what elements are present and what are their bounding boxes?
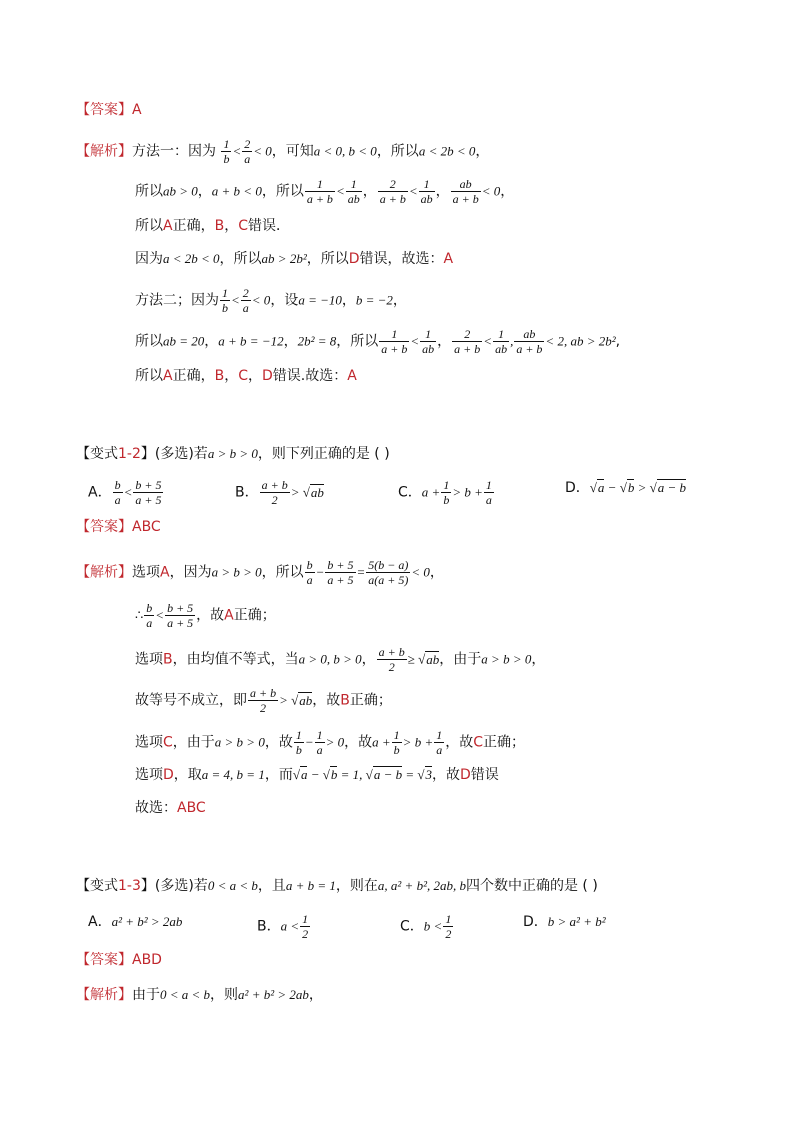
text: ，则下列正确的是 ( ): [257, 446, 390, 462]
option-ref: D: [261, 368, 273, 384]
text: 选项: [135, 651, 163, 668]
option-c: C．a + $\frac{1}{b}$ > b + $\frac{1}{a}$: [398, 478, 492, 507]
analysis-line-2: 所以ab > 0，a + b < 0，所以 $\frac{1}{a + b}$ < $\frac{1}{ab}$ ， $\frac{2}{a + b}$ < $\frac{1}{ab}$ ， $\frac{ab}{a + b}$ < 0，: [135, 177, 515, 206]
analysis-2-line-5: 选项C，由于a > b > 0，故 $\frac{1}{b}$ − $\frac{1}{a}$ > 0，故a + $\frac{1}{b}$ > b + $\frac{1}{a}$ ，故C正确；: [135, 728, 525, 757]
text: 错误: [470, 767, 499, 783]
option-d: D．√a − √b > √a − b: [565, 480, 687, 496]
text: ，则在: [335, 878, 378, 894]
text: 四个数中正确的是 ( ): [465, 878, 598, 894]
option-label: B．: [235, 484, 259, 501]
analysis-2-line-3: 选项B，由均值不等式，当a > 0, b > 0， $\frac{a + b}{2}$ ≥ √ab，由于a > b > 0，: [135, 645, 546, 674]
option-b: B． $\frac{a + b}{2}$ > √ab: [235, 478, 324, 507]
formula: ab > 0: [163, 183, 198, 199]
option-label: A．: [88, 914, 112, 930]
text: ，: [224, 218, 239, 234]
option-ref: B: [214, 368, 225, 384]
text: 所以: [135, 368, 163, 384]
answer-value: A: [132, 102, 142, 118]
formula: 2b² = 8: [297, 333, 337, 349]
analysis-2-line-7: [135, 798, 206, 818]
formula: ab > 2b²: [261, 251, 307, 266]
final-answer: A: [443, 251, 454, 267]
option-ref: B: [163, 651, 173, 668]
option-label: B．: [257, 918, 281, 935]
analysis-line-5: 方法二；因为 $\frac{1}{b}$ < $\frac{2}{a}$ < 0，设a = −10，b = −2，: [135, 286, 407, 315]
option-ref: C: [473, 734, 483, 751]
answer-line-1: [76, 100, 142, 120]
text: 正确；: [483, 734, 525, 751]
text: ，所以: [219, 251, 262, 267]
text: ，所以: [376, 143, 419, 160]
text: ，: [308, 987, 323, 1003]
formula: b = −2: [355, 292, 393, 308]
text: ，所以: [261, 564, 304, 581]
text: ，故: [432, 767, 461, 783]
text: 】(多选)若: [140, 878, 208, 894]
text: ，所以: [306, 251, 349, 267]
analysis-2-line-2: ∴ $\frac{b}{a}$ < $\frac{b + 5}{a + 5}$ ，故A正确；: [135, 601, 276, 630]
text: ，则: [210, 987, 239, 1003]
analysis-2-line-1: 【解析】选项A，因为a > b > 0，所以 $\frac{b}{a}$ − $\frac{b + 5}{a + 5}$ = $\frac{5(b - a)}{a(a + 5)}$ < 0，: [76, 558, 444, 587]
option-ref: B: [214, 218, 225, 234]
answer-value: ABC: [132, 519, 161, 535]
question-number: 1-3: [118, 878, 141, 894]
text: ，故: [196, 607, 225, 624]
analysis-tag: 【解析】: [76, 143, 132, 160]
option-label: C．: [400, 918, 424, 935]
text: ，所以: [336, 333, 379, 350]
answer-tag: 【答案】: [76, 519, 132, 535]
text: ，由于: [172, 734, 215, 751]
option-a: A．a² + b² > 2ab: [88, 914, 183, 930]
text: 故等号不成立，即: [135, 692, 247, 709]
analysis-line-6: 所以ab = 20，a + b = −12，2b² = 8，所以 $\frac{1}{a + b}$ < $\frac{1}{ab}$ ， $\frac{2}{a + b}$ < $\frac{1}{ab}$ , $\frac{ab}{a + b}$ < 2, ab > 2b²,: [135, 327, 621, 356]
text: ，可知: [271, 143, 314, 160]
final-answer: A: [347, 368, 357, 384]
analysis-tag: 【解析】: [76, 987, 132, 1003]
formula: ab = 20: [163, 333, 205, 349]
analysis-2-line-4: 故等号不成立，即 $\frac{a + b}{2}$ > √ab，故B正确；: [135, 686, 392, 715]
analysis-line-4: [135, 249, 453, 269]
text: ，所以: [261, 183, 304, 200]
text: ，而: [264, 767, 293, 783]
formula: $\frac{2}{a + b}$: [379, 177, 406, 206]
text: ，故: [344, 734, 373, 751]
text: ，设: [270, 292, 299, 309]
text: ，由均值不等式，当: [172, 651, 299, 668]
text: 因为: [135, 251, 163, 267]
text: ，故: [264, 734, 293, 751]
question-number: 1-2: [118, 446, 141, 462]
formula: $\frac{1}{b}$: [223, 137, 230, 166]
analysis-line-3: [135, 216, 290, 236]
answer-line-2: [76, 517, 161, 537]
option-d: D．b > a² + b²: [523, 914, 606, 930]
option-c: C．b < $\frac{1}{2}$: [400, 912, 452, 941]
option-ref: A: [163, 368, 173, 384]
option-ref: A: [163, 218, 173, 234]
analysis-line-1: 【解析】方法一：因为 $\frac{1}{b}$ < $\frac{2}{a}$ < 0，可知a < 0, b < 0，所以a < 2b < 0，: [76, 137, 490, 166]
option-ref: B: [340, 692, 350, 709]
option-ref: C: [238, 368, 248, 384]
text: 正确，: [172, 218, 215, 234]
text: 正确；: [233, 607, 276, 624]
formula: $\frac{2}{a}$: [244, 137, 251, 166]
option-label: D．: [523, 914, 548, 930]
text: 【变式: [76, 878, 118, 894]
option-label: A．: [88, 484, 112, 501]
formula: $\frac{ab}{a + b}$: [452, 177, 479, 206]
analysis-2-line-6: 选项D，取a = 4, b = 1，而√a − √b = 1, √a − b = √3，故D错误: [135, 767, 499, 783]
text: 选项: [135, 767, 163, 783]
text: 选项: [135, 734, 163, 751]
text: ，取: [173, 767, 202, 783]
formula: $\frac{1}{a + b}$: [381, 327, 408, 356]
answer-tag: 【答案】: [76, 952, 132, 968]
formula: $\frac{1}{b}$: [222, 286, 228, 315]
text: 方法一：因为: [132, 143, 216, 160]
text: 】(多选)若: [140, 446, 208, 462]
formula: a < 2b < 0: [163, 251, 220, 266]
option-ref: D: [163, 767, 174, 783]
text: 错误.故选：: [272, 368, 348, 384]
formula: a + b < 0: [211, 183, 262, 199]
answer-tag: 【答案】: [76, 102, 132, 118]
text: 错误．: [247, 218, 290, 234]
formula: $\frac{1}{a + b}$: [306, 177, 333, 206]
option-label: D．: [565, 480, 590, 496]
option-b: B．a < $\frac{1}{2}$: [257, 912, 309, 941]
option-ref: D: [348, 251, 360, 267]
text: 所以: [135, 218, 163, 234]
option-ref: C: [238, 218, 248, 234]
formula: a > b > 0: [207, 446, 258, 461]
formula: $\frac{2}{a + b}$: [454, 327, 481, 356]
text: 故选：: [135, 800, 177, 816]
analysis-tag: 【解析】: [76, 564, 132, 581]
answer-value: ABD: [132, 952, 162, 968]
text: 正确，: [172, 368, 215, 384]
text: ，故: [312, 692, 341, 709]
answer-line-3: [76, 950, 162, 970]
formula: a + b = −12: [218, 333, 284, 349]
text: ，因为: [169, 564, 212, 581]
therefore-symbol: ∴: [135, 607, 144, 623]
question-title-1-3: 【变式1-3】(多选)若0 < a < b，且a + b = 1，则在a, a² + b², 2ab, b四个数中正确的是 ( ): [76, 878, 598, 894]
text: 错误，故选：: [359, 251, 444, 267]
formula: a < 2b < 0: [418, 143, 476, 159]
option-ref: C: [163, 734, 173, 751]
text: 方法二；因为: [135, 292, 219, 309]
text: 所以: [135, 333, 163, 350]
final-answer: ABC: [177, 800, 206, 816]
analysis-3-line-1: 【解析】由于0 < a < b，则a² + b² > 2ab，: [76, 987, 323, 1003]
text: 【变式: [76, 446, 118, 462]
text: ，且: [257, 878, 286, 894]
formula: a = −10: [298, 292, 342, 308]
text: 选项: [132, 564, 160, 581]
option-ref: A: [160, 564, 170, 581]
text: ，故: [445, 734, 474, 751]
text: ，由于: [439, 651, 482, 668]
option-ref: A: [224, 607, 234, 624]
text: 由于: [132, 987, 160, 1003]
formula: $\frac{ab}{a + b}$: [516, 327, 543, 356]
text: 正确；: [349, 692, 392, 709]
question-title-1-2: [76, 444, 390, 464]
analysis-line-7: 所以A正确，B，C，D错误.故选：A: [135, 368, 357, 384]
formula: a < 0, b < 0: [313, 143, 377, 159]
option-a: A． $\frac{b}{a}$ < $\frac{b + 5}{a + 5}$: [88, 478, 162, 507]
option-ref: D: [460, 767, 471, 783]
text: 所以: [135, 183, 163, 200]
option-label: C．: [398, 484, 422, 501]
